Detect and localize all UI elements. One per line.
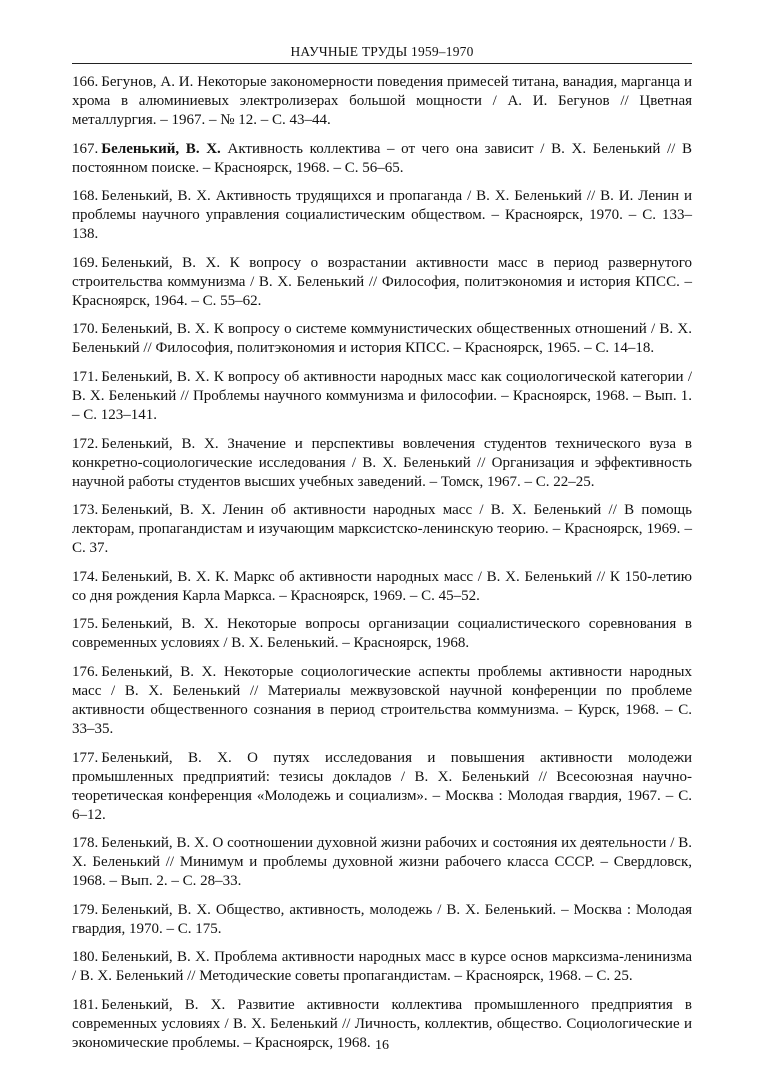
bibliography-entry	[72, 615, 692, 653]
entry-number: 175.	[72, 616, 99, 633]
entry-text: К вопросу об активности народных масс как социологической категории / В. Х. Беленький // Проблемы научного коммунизма и философии. – Красноярск, 1968. – Вып. 1. – С. 123–141.	[72, 368, 692, 423]
entry-text: Активность коллектива – от чего она зависит / В. Х. Беленький // В постоянном поиске. – Красноярск, 1968. – С. 56–65.	[72, 140, 693, 176]
entry-text: Проблема активности народных масс в курсе основ марксизма-ленинизма / В. Х. Беленький // Методические советы пропагандистам. – Красноярск, 1968. – С. 25.	[72, 949, 692, 985]
entry-author: Беленький, В. Х.	[101, 435, 219, 452]
entry-author: Беленький, В. Х.	[101, 901, 211, 918]
entry-text: О соотношении духовной жизни рабочих и состояния их деятельности / В. Х. Беленький // Минимум и проблемы духовной жизни рабочего класса СССР. – Свердловск, 1968. – Вып. 2. – С. 28–33.	[72, 835, 693, 890]
entry-author: Беленький, В. Х.	[101, 254, 221, 271]
bibliography-entry	[72, 368, 692, 425]
entry-number: 174.	[72, 568, 99, 585]
entry-number: 166.	[72, 74, 99, 90]
entry-author: Беленький, В. Х.	[101, 502, 216, 519]
entry-author: Беленький, В. Х.	[101, 321, 210, 338]
entry-number: 172.	[72, 435, 99, 452]
bibliography-entry	[72, 187, 692, 244]
entry-author: Беленький, В. Х.	[101, 663, 217, 680]
entry-author: Беленький, В. Х.	[101, 749, 232, 766]
bibliography-entry	[72, 663, 692, 739]
entry-text: Ленин об активности народных масс / В. Х. Беленький // В помощь лекторам, пропагандистам и изучающим марксистско-ленинскую теорию. – Красноярск, 1969. – С. 37.	[72, 502, 693, 557]
entry-text: К. Маркс об активности народных масс / В. Х. Беленький // К 150-летию со дня рождения Карла Маркса. – Красноярск, 1969. – С. 45–52.	[72, 568, 692, 604]
entry-author: Беленький, В. Х.	[101, 996, 226, 1013]
bibliography-entry	[72, 254, 692, 311]
entry-text: К вопросу о возрастании активности масс в период развернутого строительства коммунизма / В. Х. Беленький // Философия, политэкономия и история КПСС. – Красноярск, 1964. – С. 55–62.	[72, 254, 692, 309]
entry-text: Некоторые закономерности поведения примесей титана, ванадия, марганца и хрома в алюминиевых электролизерах большой мощности / А. И. Бегунов // Цветная металлургия. – 1967. – № 12. – С. 43–44.	[72, 74, 692, 128]
entry-text: Развитие активности коллектива промышленного предприятия в современных условиях / В. Х. Беленький // Личность, коллектив, общество. Социологические и экономические проблемы. – Красноярск, 1968.	[72, 996, 693, 1051]
entry-number: 171.	[72, 368, 99, 385]
bibliography-entry	[72, 435, 692, 492]
bibliography-entry	[72, 568, 692, 606]
bibliography-entry	[72, 73, 692, 130]
entry-number: 180.	[72, 949, 99, 966]
entry-number: 176.	[72, 663, 99, 680]
entry-author: Беленький, В. Х.	[101, 616, 219, 633]
entry-number: 178.	[72, 835, 99, 852]
bibliography-entry	[72, 901, 692, 939]
bibliography-entry	[72, 948, 692, 986]
entry-author: Беленький, В. Х.	[101, 568, 211, 585]
entry-author: Беленький, В. Х.	[101, 188, 211, 205]
entry-text: О путях исследования и повышения активности молодежи промышленных предприятий: тезисы докладов / В. Х. Беленький // Всесоюзная научно-теоретическая конференция «Молодежь и социализм». – Москва : Молодая гвардия, 1967. – С. 6–12.	[72, 749, 693, 823]
entry-text: Некоторые социологические аспекты проблемы активности народных масс / В. Х. Беленький // Материалы межвузовской научной конференции по проблеме активности общественного сознания в период строительства коммунизма. – Курск, 1968. – С. 33–35.	[72, 663, 692, 737]
entry-text: Общество, активность, молодежь / В. Х. Беленький. – Москва : Молодая гвардия, 1970. – С. 175.	[72, 901, 693, 937]
bibliography-entry	[72, 140, 692, 178]
document-page	[72, 44, 692, 1063]
entry-author: Беленький, В. Х.	[101, 949, 210, 966]
entry-number: 179.	[72, 901, 99, 918]
entry-text: Активность трудящихся и пропаганда / В. Х. Беленький // В. И. Ленин и проблемы научного управления социалистическим обществом. – Красноярск, 1970. – С. 133–138.	[72, 188, 692, 243]
entry-number: 167.	[72, 140, 99, 157]
entry-number: 173.	[72, 502, 99, 519]
entry-text: К вопросу о системе коммунистических общественных отношений / В. Х. Беленький // Философия, политэкономия и история КПСС. – Красноярск, 1965. – С. 14–18.	[72, 321, 693, 357]
entry-number: 181.	[72, 996, 99, 1013]
entry-number: 170.	[72, 321, 99, 338]
running-header: НАУЧНЫЕ ТРУДЫ 1959–1970	[72, 44, 692, 64]
entry-number: 177.	[72, 749, 99, 766]
bibliography-list	[72, 73, 692, 1053]
entry-text: Значение и перспективы вовлечения студентов технического вуза в конкретно-социологические исследования / В. Х. Беленький // Организация и эффективность научной работы студентов высших учебных заведений. – Томск, 1967. – С. 22–25.	[72, 435, 692, 490]
entry-author: Беленький, В. Х.	[101, 368, 210, 385]
entry-text: Некоторые вопросы организации социалистического соревнования в современных условиях / В. Х. Беленький. – Красноярск, 1968.	[72, 616, 693, 652]
page-number: 16	[375, 1038, 389, 1053]
bibliography-entry	[72, 320, 692, 358]
bibliography-entry	[72, 834, 692, 891]
bibliography-entry	[72, 749, 692, 825]
entry-author: Беленький, В. Х.	[101, 835, 209, 852]
bibliography-entry	[72, 501, 692, 558]
entry-author: Бегунов, А. И.	[101, 74, 194, 90]
entry-author: Беленький, В. Х.	[101, 140, 221, 157]
entry-number: 169.	[72, 254, 99, 271]
entry-number: 168.	[72, 188, 99, 205]
